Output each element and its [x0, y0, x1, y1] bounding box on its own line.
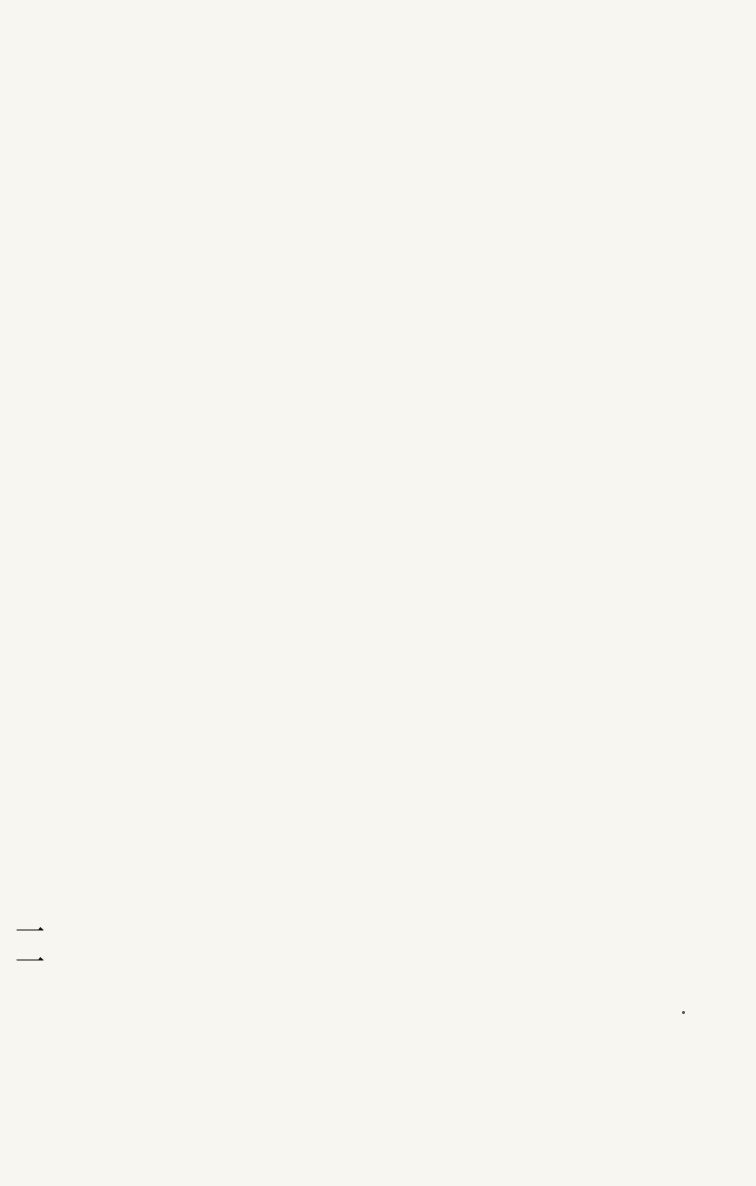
page-number: 一一	[9, 916, 44, 976]
print-speck	[682, 1011, 685, 1014]
